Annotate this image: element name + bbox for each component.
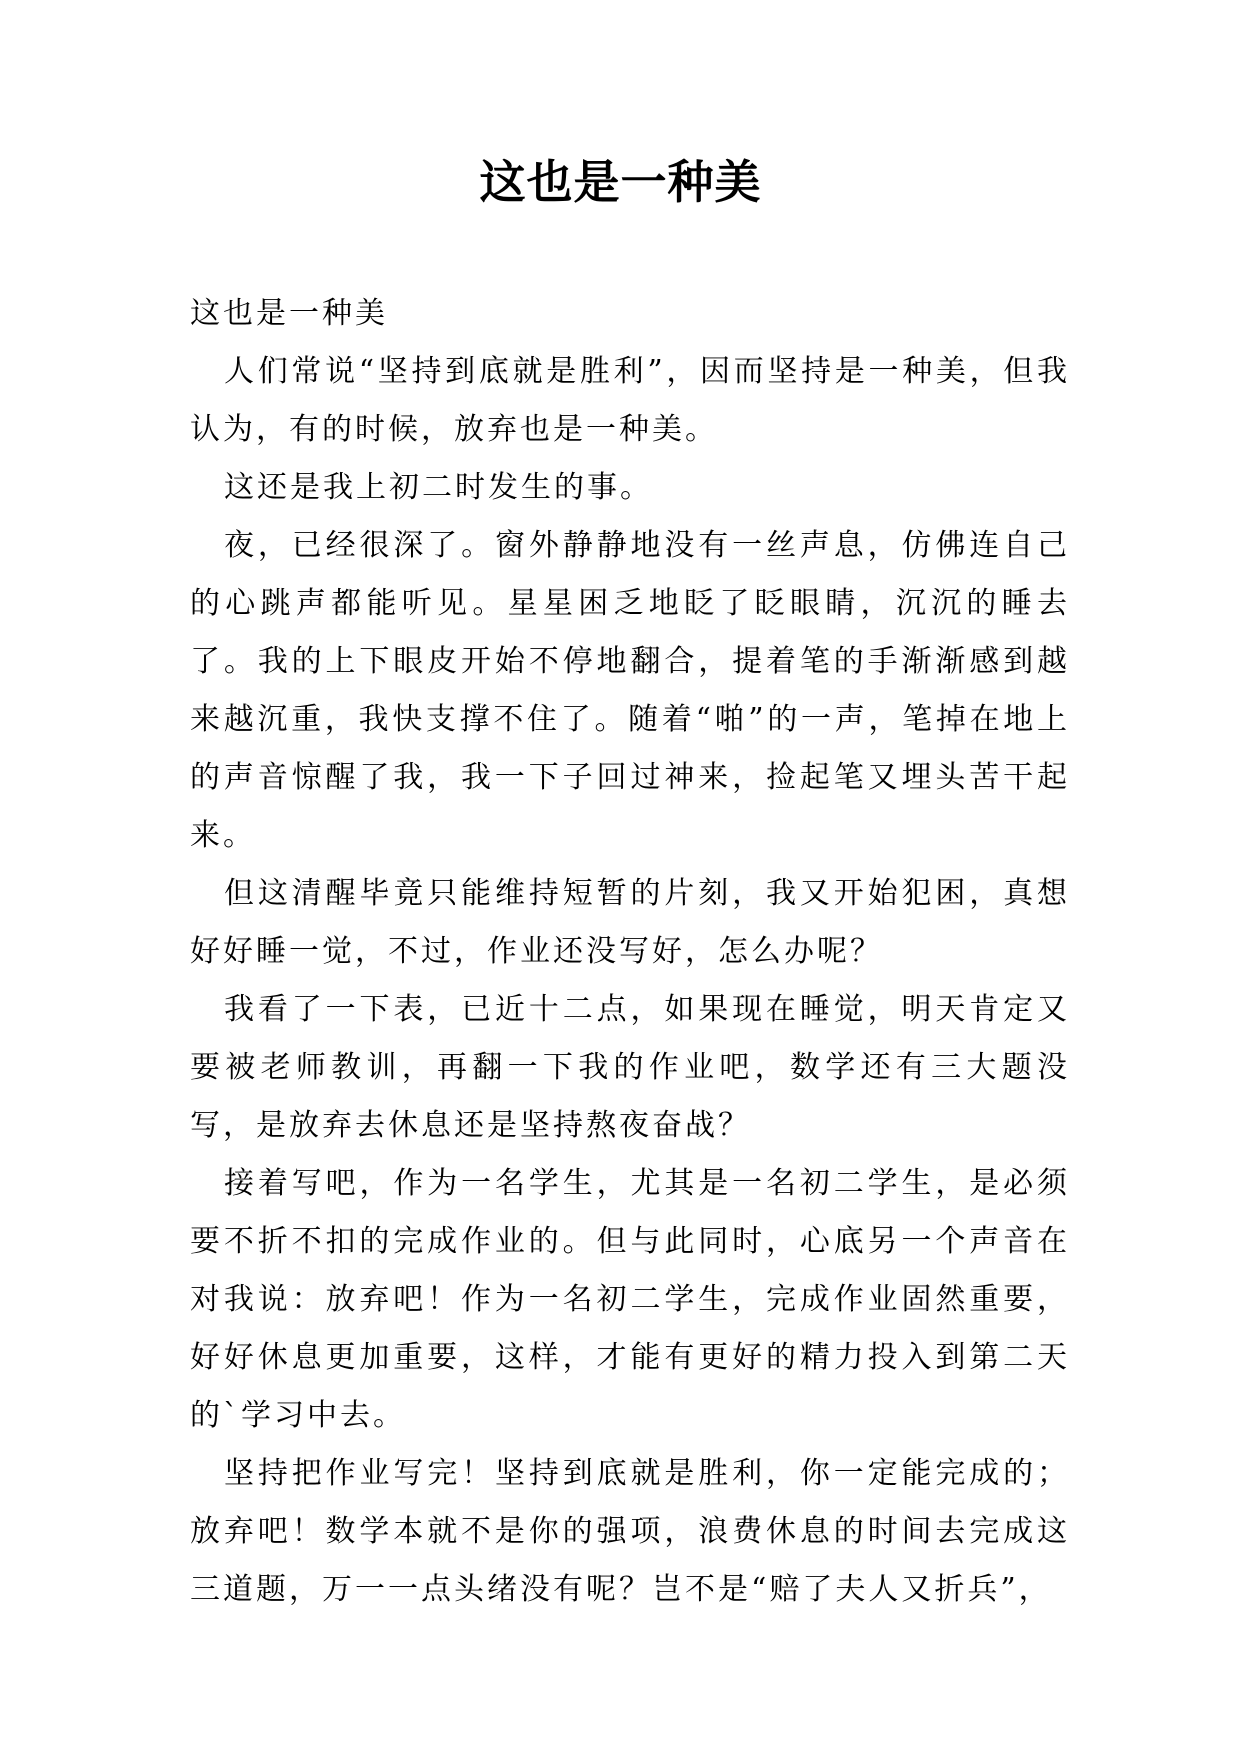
paragraph: 人们常说“坚持到底就是胜利”，因而坚持是一种美，但我认为，有的时候，放弃也是一种美。 (190, 354, 1070, 447)
paragraph: 我看了一下表，已近十二点，如果现在睡觉，明天肯定又要被老师教训，再翻一下我的作业吧，数学还有三大题没写，是放弃去休息还是坚持熬夜奋战？ (190, 992, 1070, 1143)
paragraph: 这还是我上初二时发生的事。 (224, 470, 653, 505)
paragraph: 接着写吧，作为一名学生，尤其是一名初二学生，是必须要不折不扣的完成作业的。但与此同时，心底另一个声音在对我说：放弃吧！作为一名初二学生，完成作业固然重要，好好休息更加重要，这样，才能有更好的精力投入到第二天的`学习中去。 (190, 1166, 1070, 1433)
paragraph: 夜，已经很深了。窗外静静地没有一丝声息，仿佛连自己的心跳声都能听见。星星困乏地眨了眨眼睛，沉沉的睡去了。我的上下眼皮开始不停地翻合，提着笔的手渐渐感到越来越沉重，我快支撑不住了。随着“啪”的一声，笔掉在地上的声音惊醒了我，我一下子回过神来，捡起笔又埋头苦干起来。 (190, 528, 1070, 853)
document-title: 这也是一种美 (479, 155, 762, 209)
essay-heading: 这也是一种美 (190, 296, 388, 331)
paragraph: 坚持把作业写完！坚持到底就是胜利，你一定能完成的；放弃吧！数学本就不是你的强项，浪费休息的时间去完成这三道题，万一一点头绪没有呢？岂不是“赔了夫人又折兵”， (190, 1456, 1070, 1607)
paragraph: 但这清醒毕竟只能维持短暂的片刻，我又开始犯困，真想好好睡一觉，不过，作业还没写好，怎么办呢？ (190, 876, 1070, 969)
document-body (190, 285, 1070, 1619)
